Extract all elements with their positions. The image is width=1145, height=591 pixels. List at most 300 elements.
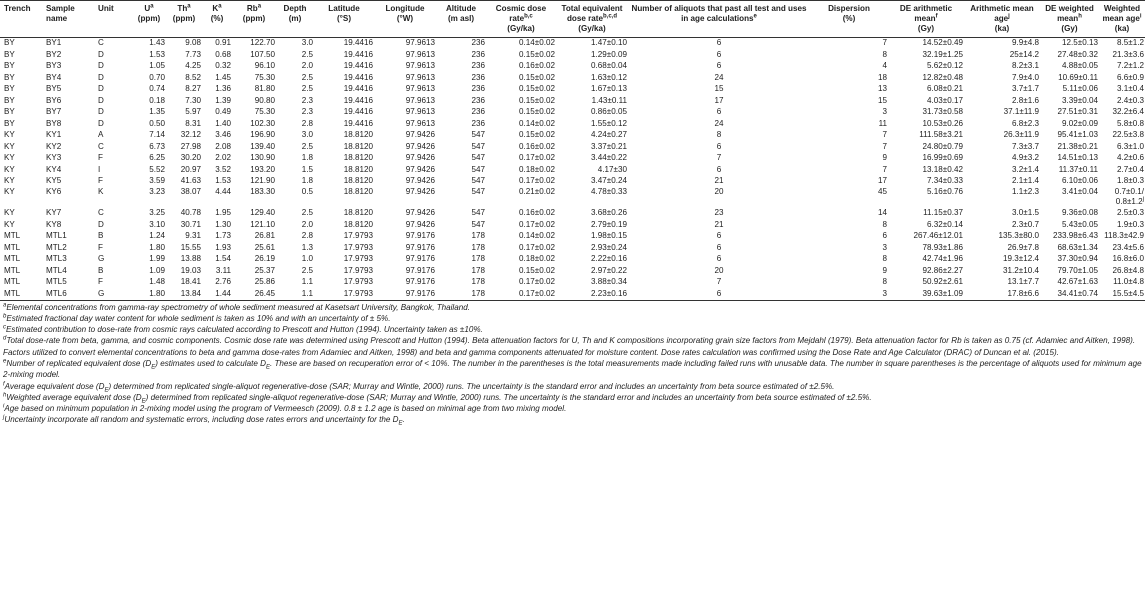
table-cell: 95.41±1.03 (1057, 130, 1098, 140)
table-cell: MTL5 (46, 277, 67, 287)
table-cell: 19.3±12.4 (1003, 254, 1039, 264)
table-cell: 18.8120 (343, 141, 373, 151)
column-header-label: Number of aliquots that past all test and uses in age calculations (631, 4, 807, 24)
table-cell: 0.15±0.02 (519, 72, 555, 82)
table-cell: 22.5±3.8 (1112, 130, 1144, 140)
table-cell: 1.54 (215, 254, 231, 264)
table-cell: BY3 (46, 61, 62, 71)
footnote-text: Weighted average equivalent dose $(D_E)$ determined from replicated single-aliquot regenerative-dose (SAR; Murray and Wintle, 2000) runs. The uncertainty is the standard error and includes an uncertainty from beta source estimated of ±2.5%. (6, 392, 872, 405)
table-cell: 135.3±80.0 (998, 231, 1039, 241)
table-cell: 1.8 (301, 176, 313, 186)
table-cell: 39.63±1.09 (888, 288, 964, 300)
table-cell: D (98, 61, 104, 71)
column-header-label: Longitude (385, 4, 425, 13)
table-row (0, 153, 1145, 165)
table-cell: 97.9613 (405, 72, 435, 82)
table-cell: 19.4416 (343, 49, 373, 59)
table-cell: D (98, 49, 104, 59)
table-cell: 19.4416 (343, 84, 373, 94)
table-cell: C (98, 141, 104, 151)
footnote-h (3, 392, 1145, 403)
column-header-label: Total equivalent dose rate (561, 4, 623, 24)
table-cell: 1.5 (301, 164, 313, 174)
table-cell: 2.97±0.22 (591, 265, 627, 275)
table-cell: 25±14.2 (1009, 49, 1039, 59)
table-cell: 6 (716, 38, 722, 48)
table-cell: 547 (471, 153, 485, 163)
table-cell: 10.53±0.26 (922, 118, 963, 128)
table-cell: 8.31 (185, 118, 201, 128)
table-cell: 236 (471, 38, 485, 48)
table-cell: 178 (436, 288, 486, 300)
column-header (1099, 1, 1145, 38)
table-cell: 236 (471, 72, 485, 82)
table-cell: 111.58±3.21 (919, 130, 963, 140)
column-header (94, 1, 132, 38)
table-cell: 6.10±0.06 (1062, 176, 1098, 186)
table-cell: 32.12 (180, 130, 201, 140)
table-cell: 1.73 (215, 231, 231, 241)
table-cell: 26.8±4.8 (1112, 265, 1144, 275)
table-cell: 0.16±0.02 (519, 61, 555, 71)
table-cell: 2.5±0.3 (1117, 208, 1144, 218)
table-cell: 129.40 (250, 208, 275, 218)
table-cell: 21.38±0.21 (1057, 141, 1098, 151)
table-cell: KY3 (46, 153, 62, 163)
table-cell: 7.14 (149, 130, 165, 140)
table-cell: 5.43±0.05 (1062, 219, 1098, 229)
table-cell: 34.41±0.74 (1040, 288, 1099, 300)
table-cell: 1.8 (301, 153, 313, 163)
table-cell: 1.36 (215, 84, 231, 94)
table-cell: 14 (877, 208, 887, 218)
table-cell: 4.78±0.33 (591, 187, 627, 197)
table-cell: 8.27 (185, 84, 201, 94)
footnote-text: Average equivalent dose $(D_E)$ determined from replicated single-aliquot regenerative-dose (SAR; Murray and Wintle, 2000) runs. The uncertainty is the standard error and includes an uncertainty from beta source estimated of ±2.5%. (4, 381, 835, 394)
table-row (0, 107, 1145, 119)
table-cell: KY8 (46, 219, 62, 229)
column-header-label: K (212, 4, 219, 13)
table-cell: 21 (714, 176, 724, 186)
table-cell: 4.17±30 (597, 164, 627, 174)
footnote-marker: a (257, 3, 262, 10)
table-cell: BY5 (46, 84, 62, 94)
table-cell: 3.46 (215, 130, 231, 140)
table-cell: 81.80 (254, 84, 275, 94)
table-cell: 2.0 (301, 219, 313, 229)
footnote-marker: j (3, 414, 5, 421)
table-cell: 7 (716, 277, 722, 287)
footnote-b (3, 313, 1145, 324)
footnote-marker: a (218, 3, 222, 10)
table-cell: 121.10 (250, 219, 275, 229)
table-row (0, 61, 1145, 73)
table-cell: MTL4 (46, 265, 67, 275)
table-cell: 7 (716, 153, 722, 163)
table-cell: 1.67±0.13 (591, 84, 627, 94)
footnote-marker: a (150, 3, 154, 10)
table-cell: MTL (4, 277, 21, 287)
table-cell: 2.5 (301, 141, 313, 151)
table-cell: MTL2 (46, 242, 67, 252)
table-cell: 139.40 (250, 141, 275, 151)
table-cell: 233.98±6.43 (1053, 231, 1098, 241)
table-cell: 6.3±1.0 (1117, 141, 1144, 151)
table-cell: 8.5±1.2 (1117, 38, 1144, 48)
table-cell: 9 (882, 153, 887, 163)
table-cell: 6.8±2.3 (1012, 118, 1039, 128)
table-cell: 1.45 (215, 72, 231, 82)
table-cell: 2.5 (301, 72, 313, 82)
table-cell: 16.99±0.69 (922, 153, 963, 163)
table-cell: 13.18±0.42 (922, 164, 963, 174)
table-cell: 17 (877, 176, 887, 186)
table-cell: 236 (471, 107, 485, 117)
table-cell: 25.37 (254, 265, 275, 275)
table-cell: 1.40 (215, 118, 231, 128)
table-cell: 15.55 (180, 242, 201, 252)
table-cell: 17 (714, 95, 724, 105)
table-cell: 79.70±1.05 (1057, 265, 1098, 275)
table-cell: 2.22±0.16 (591, 254, 627, 264)
footnote-text: Estimated contribution to dose-rate from cosmic rays calculated according to Prescott and Hutton (1994). Uncertainty taken as ±10%. (6, 325, 483, 335)
table-cell: 1.05 (149, 61, 165, 71)
table-cell: 267.46±12.01 (913, 231, 963, 241)
table-cell: 3.0 (301, 130, 313, 140)
column-header-label: Altitude (445, 4, 477, 13)
table-cell: 178 (471, 254, 485, 264)
table-cell: BY8 (46, 118, 62, 128)
table-cell: 78.93±1.86 (922, 242, 963, 252)
table-cell: 15 (877, 95, 887, 105)
footnote-marker: h (1078, 13, 1082, 20)
column-header (556, 1, 628, 38)
table-cell: 2.23±0.16 (556, 288, 628, 300)
table-cell: 183.30 (250, 187, 275, 197)
table-cell: 6 (716, 141, 722, 151)
table-cell: 25.61 (254, 242, 275, 252)
table-cell: 6 (716, 164, 722, 174)
table-cell: 1.1 (276, 288, 314, 300)
table-cell: 3.44±0.22 (591, 153, 627, 163)
table-cell: 0.18±0.02 (519, 254, 555, 264)
table-cell: 0.74 (149, 84, 165, 94)
table-cell: 1.43 (149, 38, 165, 48)
table-cell: 6 (716, 242, 722, 252)
table-cell: 42.74±1.96 (922, 254, 963, 264)
table-cell: 96.10 (254, 61, 275, 71)
table-cell: 17.9793 (343, 254, 373, 264)
table-cell: D (98, 72, 104, 82)
table-cell: 17.9793 (343, 231, 373, 241)
footnote-marker: a (3, 301, 7, 308)
table-cell: 37.1±11.9 (1003, 107, 1039, 117)
table-cell: 7 (882, 130, 887, 140)
table-cell: 97.9426 (405, 164, 435, 174)
column-header-label: Unit (98, 4, 114, 13)
column-header-unit: (%) (210, 14, 224, 24)
table-cell: 5.11±0.06 (1062, 84, 1098, 94)
table-cell: 18.8120 (343, 164, 373, 174)
table-cell: 90.80 (254, 95, 275, 105)
table-cell-value: 0.8±1.2 (1115, 197, 1143, 207)
table-cell: 97.9613 (405, 49, 435, 59)
table-cell: 4.2±0.6 (1117, 153, 1144, 163)
table-cell: 18.8120 (343, 130, 373, 140)
table-cell: 3 (810, 288, 888, 300)
table-cell: 0.17±0.02 (519, 176, 555, 186)
table-cell: 1.63±0.12 (591, 72, 627, 82)
footnote-marker: j (1008, 13, 1010, 20)
table-cell: MTL (4, 254, 21, 264)
table-cell: 2.8±1.6 (1012, 95, 1039, 105)
footnote-text: Elemental concentrations from gamma-ray spectrometry of whole sediment measured at Kasetsart University, Bangkok, Thailand. (6, 302, 470, 312)
table-cell: 32.2±6.4 (1112, 107, 1144, 117)
table-cell: 3 (882, 242, 887, 252)
table-cell: 18.8120 (343, 219, 373, 229)
table-cell: 547 (471, 141, 485, 151)
column-header-label: Latitude (328, 4, 360, 13)
footnote-marker: e (753, 13, 757, 20)
footnote-d (3, 335, 1145, 358)
table-cell: 97.9426 (405, 187, 435, 197)
table-cell: 1.80 (149, 242, 165, 252)
table-cell: 0.17±0.02 (486, 288, 556, 300)
table-cell: 2.8 (301, 231, 313, 241)
table-cell: 8 (716, 130, 722, 140)
table-cell: 10.69±0.11 (1058, 72, 1098, 82)
table-cell: 38.07 (180, 187, 201, 197)
table-cell: 2.76 (215, 277, 231, 287)
table-cell: 17.9793 (343, 277, 373, 287)
table-footnotes (0, 301, 1145, 426)
table-cell: 32.19±1.25 (922, 49, 963, 59)
table-cell: 0.17±0.02 (519, 242, 555, 252)
column-header (486, 1, 556, 38)
table-cell: 19.4416 (343, 118, 373, 128)
table-cell: 97.9426 (405, 176, 435, 186)
table-cell: 26.3±11.9 (1003, 130, 1039, 140)
table-cell: 3.68±0.26 (591, 208, 627, 218)
column-header-unit: (Gy) (1061, 24, 1078, 34)
table-cell: 7 (882, 164, 887, 174)
table-cell: 26.19 (254, 254, 275, 264)
table-cell: 97.9613 (405, 118, 435, 128)
table-cell: 11.37±0.11 (1058, 164, 1098, 174)
table-cell: 0.17±0.02 (519, 219, 555, 229)
column-header-label: DE arithmetic mean (899, 4, 953, 24)
table-cell: 9.31 (185, 231, 201, 241)
table-cell: 3 (882, 107, 887, 117)
table-cell: 27.48±0.32 (1057, 49, 1098, 59)
table-cell: 0.14±0.02 (519, 118, 555, 128)
table-cell: 2.8 (301, 118, 313, 128)
table-cell: 1.1 (301, 277, 313, 287)
table-cell: 1.99 (149, 254, 165, 264)
table-cell: BY2 (46, 49, 62, 59)
table-cell: 18.8120 (343, 176, 373, 186)
table-cell: 1.98±0.15 (591, 231, 627, 241)
table-cell: 3.0±1.5 (1012, 208, 1039, 218)
table-cell: KY7 (46, 208, 62, 218)
table-cell: 11.15±0.37 (923, 208, 963, 218)
column-header-label: U (144, 4, 151, 13)
table-cell: 1.55±0.12 (591, 118, 627, 128)
table-cell: 21.3±3.6 (1112, 49, 1144, 59)
table-cell: BY (4, 72, 15, 82)
table-row (0, 37, 1145, 49)
table-cell: 9.02±0.09 (1062, 118, 1098, 128)
table-cell: 97.9176 (405, 242, 435, 252)
table-cell: B (98, 265, 104, 275)
table-cell: 7.34±0.33 (927, 176, 963, 186)
column-header-label: DE weighted mean (1045, 4, 1094, 24)
table-cell: 1.8±0.3 (1117, 176, 1144, 186)
column-header-unit: (Gy) (917, 24, 935, 34)
table-cell: 3.10 (149, 219, 165, 229)
table-row (0, 219, 1145, 231)
table-cell: 97.9613 (405, 84, 435, 94)
table-cell: D (98, 95, 104, 105)
table-cell: 1.24 (149, 231, 165, 241)
table-row (0, 187, 1145, 207)
table-cell: 1.44 (202, 288, 232, 300)
table-cell: 3.11 (215, 265, 231, 275)
table-cell: 17.9793 (343, 265, 373, 275)
table-cell: 1.39 (215, 95, 231, 105)
table-cell: 13 (877, 84, 887, 94)
table-cell: 97.9426 (405, 130, 435, 140)
footnote-e (3, 358, 1145, 381)
table-cell: 45 (877, 187, 887, 197)
column-header (436, 1, 486, 38)
column-header-label: Trench (4, 4, 31, 13)
table-cell: 20 (714, 187, 724, 197)
table-cell: 547 (471, 164, 485, 174)
table-cell: 0.15±0.02 (519, 265, 555, 275)
table-cell: 19.4416 (343, 72, 373, 82)
table-cell: 0.21±0.02 (519, 187, 555, 197)
column-header (202, 1, 232, 38)
table-cell: 15.5±4.5 (1099, 288, 1145, 300)
table-cell: 8 (882, 49, 887, 59)
table-cell: 12.82±0.48 (922, 72, 963, 82)
table-cell: F (98, 153, 103, 163)
footnote-f (3, 381, 1145, 392)
column-header-label: Cosmic dose rate (495, 4, 547, 24)
table-cell: 9 (882, 265, 887, 275)
table-cell: 0.15±0.02 (519, 49, 555, 59)
table-cell: 20 (714, 265, 724, 275)
table-cell: 4.9±3.2 (1012, 153, 1039, 163)
table-cell: 26.45 (232, 288, 276, 300)
table-cell: D (98, 107, 104, 117)
table-cell: 2.02 (215, 153, 231, 163)
column-header (42, 1, 94, 38)
table-cell: KY (4, 164, 15, 174)
footnote-marker: j (1142, 196, 1144, 203)
table-cell: BY1 (46, 38, 62, 48)
table-cell: 0.18 (149, 95, 165, 105)
column-header-label: Dispersion (828, 4, 870, 13)
table-cell: 130.90 (250, 153, 275, 163)
table-row (0, 49, 1145, 61)
column-header (276, 1, 314, 38)
table-cell: 1.43±0.11 (591, 95, 627, 105)
column-header (964, 1, 1040, 38)
table-cell: 11 (878, 118, 887, 128)
table-cell: 0.68 (215, 49, 231, 59)
table-cell: 8 (882, 254, 887, 264)
table-cell: 7 (882, 141, 887, 151)
table-cell: 2.79±0.19 (591, 219, 627, 229)
table-cell: 23 (714, 208, 724, 218)
table-row (0, 141, 1145, 153)
table-cell: 3.1±0.4 (1117, 84, 1144, 94)
table-cell: 0.16±0.02 (519, 208, 555, 218)
column-header-label: Arithmetic mean age (970, 4, 1034, 24)
table-cell: 8.52 (185, 72, 201, 82)
table-cell: 6 (716, 49, 722, 59)
table-cell: 5.97 (185, 107, 201, 117)
column-header (628, 1, 810, 38)
table-row (0, 84, 1145, 96)
table-cell: 0.86±0.05 (591, 107, 627, 117)
table-cell: 121.90 (250, 176, 275, 186)
table-cell: 236 (471, 118, 485, 128)
table-header (0, 1, 1145, 38)
table-cell: 6 (716, 254, 722, 264)
table-cell: BY7 (46, 107, 62, 117)
table-cell: 0.15±0.02 (519, 107, 555, 117)
table-cell: 3.52 (215, 164, 231, 174)
table-cell: 3.39±0.04 (1062, 95, 1098, 105)
table-cell: 0.15±0.02 (519, 130, 555, 140)
table-cell: BY (4, 38, 15, 48)
footnote-a (3, 302, 1145, 313)
table-cell: C (98, 38, 104, 48)
table-cell: 97.9426 (405, 208, 435, 218)
table-cell: MTL1 (46, 231, 67, 241)
table-cell: 7 (882, 38, 887, 48)
table-row (0, 208, 1145, 220)
column-header (314, 1, 374, 38)
table-cell: MTL (4, 242, 21, 252)
table-cell: 17.8±6.6 (964, 288, 1040, 300)
table-cell: 18.41 (180, 277, 201, 287)
table-cell: BY (4, 95, 15, 105)
table-cell: 97.9613 (405, 95, 435, 105)
table-cell: 11.0±4.8 (1113, 277, 1144, 287)
column-header-unit: (ka) (1114, 24, 1130, 34)
table-cell: BY (4, 118, 15, 128)
table-cell: 31.73±0.58 (922, 107, 963, 117)
table-cell: 15 (714, 84, 724, 94)
table-cell: 97.9176 (374, 288, 436, 300)
table-cell: 1.53 (149, 49, 165, 59)
table-cell: 24 (714, 118, 724, 128)
table-cell: 9.08 (185, 38, 201, 48)
table-cell: 3.88±0.34 (591, 277, 627, 287)
table-cell: 118.3±42.9 (1104, 231, 1144, 241)
table-cell: 0.17±0.02 (519, 277, 555, 287)
footnote-marker: i (3, 403, 5, 410)
footnote-marker: b,c,d (602, 13, 617, 20)
table-cell: 97.9176 (405, 277, 435, 287)
table-cell: 102.30 (250, 118, 275, 128)
table-cell: 3.41±0.04 (1062, 187, 1098, 197)
table-cell: KY (4, 130, 15, 140)
